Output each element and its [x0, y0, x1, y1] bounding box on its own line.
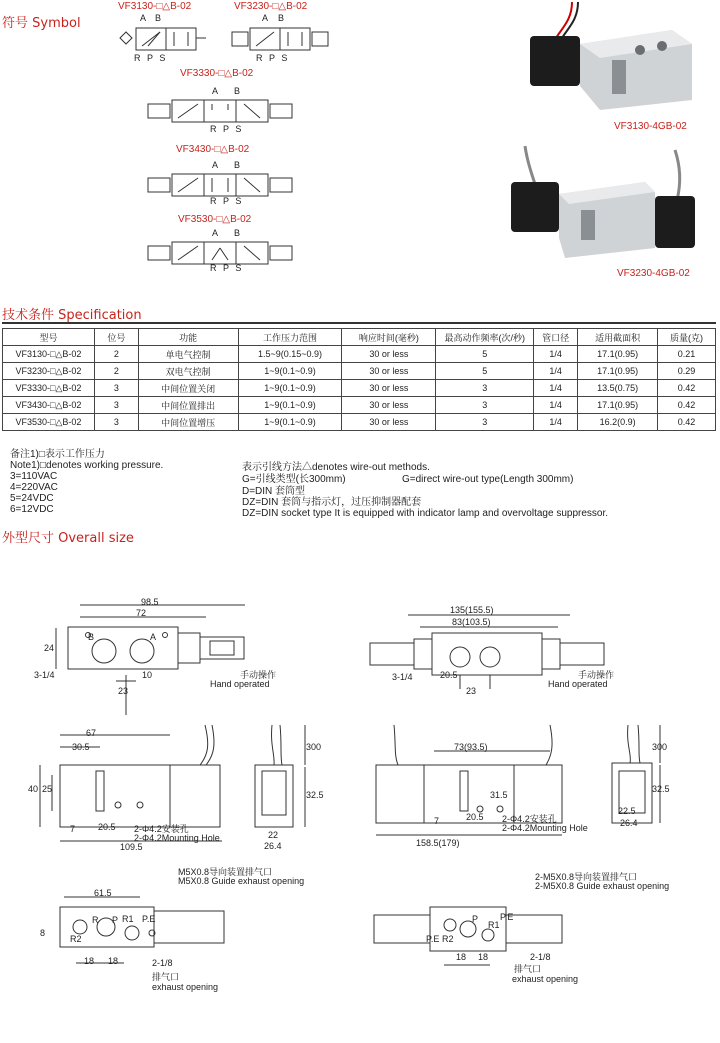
product-photo-double-solenoid: [505, 140, 705, 268]
port-right-p: P: [472, 914, 479, 924]
port-right-r2: R2: [442, 934, 454, 944]
port-right-pe: P.E: [426, 934, 440, 944]
dim-left-20-5: 20.5: [98, 822, 116, 832]
mount-hole-en-left: 2-Φ4.2Mounting Hole: [134, 833, 220, 843]
overall-section-title: 外型尺寸 Overall size: [2, 531, 134, 546]
dim-right-22-5: 22.5: [618, 806, 636, 816]
symbol-port-a-4: A: [212, 160, 219, 170]
symbol-rps-3: R P S: [210, 124, 244, 134]
dim-left-18a: 18: [84, 956, 95, 966]
spec-cell: 1~9(0.1~0.9): [238, 380, 342, 397]
spec-cell: 30 or less: [342, 380, 436, 397]
spec-header-model: 型号: [3, 329, 95, 346]
notes-wireout-title: 表示引线方法△denotes wire-out methods.: [242, 462, 430, 473]
spec-cell: 3: [436, 380, 534, 397]
dim-right-20-5b: 20.5: [466, 812, 484, 822]
hand-operated-en-right: Hand operated: [548, 679, 608, 689]
spec-cell: 双电气控制: [138, 363, 238, 380]
dim-right-18b: 18: [478, 952, 489, 962]
note-line: 3=110VAC: [10, 471, 58, 482]
dim-left-98-5: 98.5: [141, 597, 159, 607]
dim-right-300: 300: [652, 742, 668, 752]
spec-cell: 3: [94, 380, 138, 397]
dim-right-20-5: 20.5: [440, 670, 458, 680]
spec-cell: 1/4: [534, 414, 578, 431]
exhaust-cn-left: 排气口: [152, 972, 180, 982]
symbol-model-label-3: VF3330-□△B-02: [180, 68, 254, 79]
m5-exhaust-en-right: 2-M5X0.8 Guide exhaust opening: [535, 881, 670, 891]
spec-cell: 1/4: [534, 363, 578, 380]
dim-right-31-5: 31.5: [490, 790, 508, 800]
symbol-rps-1: R P S: [134, 53, 168, 63]
spec-cell: 5: [436, 346, 534, 363]
dim-left-61-5: 61.5: [94, 888, 112, 898]
dim-left-24: 24: [44, 643, 55, 653]
photo-label-bottom: VF3230-4GB-02: [617, 268, 690, 279]
dim-right-158-5: 158.5(179): [416, 838, 460, 848]
spec-cell: 1~9(0.1~0.9): [238, 397, 342, 414]
dim-right-3-1-4: 3-1/4: [392, 672, 413, 682]
m5-exhaust-cn-right: 2-M5X0.8导向装置排气口: [535, 872, 638, 882]
spec-cell: VF3130-□△B-02: [3, 346, 95, 363]
dim-left-300: 300: [306, 742, 322, 752]
hand-operated-cn-left: 手动操作: [240, 670, 277, 680]
symbol-model-label-5: VF3530-□△B-02: [178, 214, 252, 225]
spec-cell: 1~9(0.1~0.9): [238, 363, 342, 380]
port-right-pe2: P.E: [500, 912, 514, 922]
exhaust-cn-right: 排气口: [514, 964, 542, 974]
dim-right-7: 7: [434, 816, 440, 826]
spec-cell: 3: [94, 414, 138, 431]
spec-row: [3, 363, 716, 380]
symbol-port-a-2: A: [262, 13, 269, 23]
symbol-port-a-1: A: [140, 13, 147, 23]
spec-header-frequency: 最高动作频率(次/秒): [436, 329, 534, 346]
port-left-pe: P.E: [142, 914, 156, 924]
spec-cell: 2: [94, 346, 138, 363]
spec-cell: 0.29: [658, 363, 716, 380]
symbol-model-label-2: VF3230-□△B-02: [234, 1, 308, 12]
spec-cell: 30 or less: [342, 414, 436, 431]
spec-cell: 30 or less: [342, 346, 436, 363]
spec-table: [2, 328, 716, 431]
dim-right-2-1-8: 2-1/8: [530, 952, 551, 962]
notes-dz-cn: DZ=DIN 套筒与指示灯，过压抑制器配套: [242, 497, 422, 508]
symbol-rps-4: R P S: [210, 196, 244, 206]
symbol-port-a-3: A: [212, 86, 219, 96]
dim-left-32-5: 32.5: [306, 790, 324, 800]
notes-d: D=DIN 套筒型: [242, 486, 306, 497]
symbol-port-b-4: B: [234, 160, 241, 170]
spec-row: [3, 380, 716, 397]
port-left-a: A: [150, 632, 157, 642]
notes-left: [10, 449, 163, 515]
valve-symbol-4: [148, 170, 298, 198]
spec-cell: 17.1(0.95): [578, 363, 658, 380]
product-photo-single-solenoid: [512, 0, 702, 120]
note-line: 5=24VDC: [10, 493, 54, 504]
mount-hole-cn-left: 2-Φ4.2安装孔: [134, 824, 189, 834]
notes-g-cn: G=引线类型(长300mm): [242, 474, 346, 485]
spec-cell: VF3530-□△B-02: [3, 414, 95, 431]
spec-cell: 16.2(0.9): [578, 414, 658, 431]
spec-cell: VF3230-□△B-02: [3, 363, 95, 380]
drawing-left: [0, 595, 330, 1035]
spec-cell: VF3330-□△B-02: [3, 380, 95, 397]
spec-cell: 中间位置排出: [138, 397, 238, 414]
symbol-rps-5: R P S: [210, 263, 244, 273]
symbol-port-b-3: B: [234, 86, 241, 96]
spec-cell: 13.5(0.75): [578, 380, 658, 397]
dim-left-7: 7: [70, 824, 76, 834]
m5-exhaust-en-left: M5X0.8 Guide exhaust opening: [178, 876, 305, 886]
spec-cell: 3: [436, 414, 534, 431]
exhaust-en-left: exhaust opening: [152, 982, 219, 992]
symbol-model-label-1: VF3130-□△B-02: [118, 1, 192, 12]
dim-right-73: 73(93.5): [454, 742, 488, 752]
spec-header-function: 功能: [138, 329, 238, 346]
spec-cell: 中间位置关闭: [138, 380, 238, 397]
valve-symbol-3: [148, 96, 298, 124]
symbol-port-b-1: B: [155, 13, 162, 23]
spec-row: [3, 414, 716, 431]
dim-left-22: 22: [268, 830, 279, 840]
spec-cell: 1/4: [534, 346, 578, 363]
hand-operated-en-left: Hand operated: [210, 679, 270, 689]
hand-operated-cn-right: 手动操作: [578, 670, 615, 680]
spec-cell: 3: [436, 397, 534, 414]
symbol-port-b-2: B: [278, 13, 285, 23]
dim-left-10: 10: [142, 670, 153, 680]
dim-left-26-4: 26.4: [264, 841, 282, 851]
dim-left-109-5: 109.5: [120, 842, 143, 852]
dim-right-18a: 18: [456, 952, 467, 962]
symbol-port-b-5: B: [234, 228, 241, 238]
spec-cell: 单电气控制: [138, 346, 238, 363]
spec-cell: 1~9(0.1~0.9): [238, 414, 342, 431]
spec-cell: 30 or less: [342, 397, 436, 414]
dim-left-23: 23: [118, 686, 129, 696]
notes-g-en: G=direct wire-out type(Length 300mm): [402, 474, 574, 485]
dim-right-26-4: 26.4: [620, 818, 638, 828]
dim-left-18b: 18: [108, 956, 119, 966]
spec-body: [3, 346, 716, 431]
spec-cell: 17.1(0.95): [578, 397, 658, 414]
port-left-r: R: [92, 915, 99, 925]
spec-header-pressure: 工作压力范围: [238, 329, 342, 346]
port-left-b: B: [88, 632, 95, 642]
spec-section-title: 技术条件 Specification: [2, 308, 142, 323]
spec-cell: 1/4: [534, 397, 578, 414]
spec-cell: 1.5~9(0.15~0.9): [238, 346, 342, 363]
spec-row: [3, 346, 716, 363]
spec-cell: 3: [94, 397, 138, 414]
dim-left-8: 8: [40, 928, 46, 938]
note-line: 6=12VDC: [10, 504, 54, 515]
spec-header-mass: 质量(克): [658, 329, 716, 346]
note-line: Note1)□denotes working pressure.: [10, 460, 164, 471]
dim-left-67: 67: [86, 728, 97, 738]
spec-header-response: 响应时间(毫秒): [342, 329, 436, 346]
port-left-p: P: [112, 915, 119, 925]
m5-exhaust-cn-left: M5X0.8导向装置排气口: [178, 867, 273, 877]
spec-header-port: 管口径: [534, 329, 578, 346]
port-right-r1: R1: [488, 920, 500, 930]
spec-cell: 2: [94, 363, 138, 380]
spec-cell: 0.42: [658, 414, 716, 431]
dim-left-40: 40: [28, 784, 39, 794]
spec-cell: 0.42: [658, 380, 716, 397]
dim-left-30-5: 30.5: [72, 742, 90, 752]
photo-label-top: VF3130-4GB-02: [614, 121, 687, 132]
dim-right-23: 23: [466, 686, 477, 696]
spec-cell: 1/4: [534, 380, 578, 397]
spec-cell: 5: [436, 363, 534, 380]
spec-cell: 30 or less: [342, 363, 436, 380]
dim-left-2-1-8: 2-1/8: [152, 958, 173, 968]
mount-hole-en-right: 2-Φ4.2Mounting Hole: [502, 823, 588, 833]
dim-right-83: 83(103.5): [452, 617, 491, 627]
spec-header-row: [3, 329, 716, 346]
symbol-rps-2: R P S: [256, 53, 290, 63]
symbol-port-a-5: A: [212, 228, 219, 238]
valve-symbol-5: [148, 238, 298, 266]
valve-symbol-2: [232, 24, 342, 52]
spec-header-area: 适用截面积: [578, 329, 658, 346]
dim-left-25: 25: [42, 784, 53, 794]
spec-cell: 中间位置增压: [138, 414, 238, 431]
dim-right-32-5: 32.5: [652, 784, 670, 794]
note-line: 4=220VAC: [10, 482, 58, 493]
spec-divider: [2, 322, 716, 325]
spec-cell: 17.1(0.95): [578, 346, 658, 363]
spec-header-position: 位号: [94, 329, 138, 346]
mount-hole-cn-right: 2-Φ4.2安装孔: [502, 814, 557, 824]
port-left-r2: R2: [70, 934, 82, 944]
spec-cell: 0.21: [658, 346, 716, 363]
dim-left-72: 72: [136, 608, 147, 618]
symbol-model-label-4: VF3430-□△B-02: [176, 144, 250, 155]
note-line: 备注1)□表示工作压力: [10, 449, 105, 460]
spec-cell: VF3430-□△B-02: [3, 397, 95, 414]
exhaust-en-right: exhaust opening: [512, 974, 579, 984]
dim-right-135: 135(155.5): [450, 605, 494, 615]
symbol-section-title: 符号 Symbol: [2, 16, 81, 31]
dim-left-3-1-4: 3-1/4: [34, 670, 55, 680]
valve-symbol-1: [118, 24, 208, 52]
port-left-r1: R1: [122, 914, 134, 924]
spec-cell: 0.42: [658, 397, 716, 414]
spec-row: [3, 397, 716, 414]
notes-dz-en: DZ=DIN socket type It is equipped with indicator lamp and overvoltage suppressor.: [242, 508, 609, 519]
